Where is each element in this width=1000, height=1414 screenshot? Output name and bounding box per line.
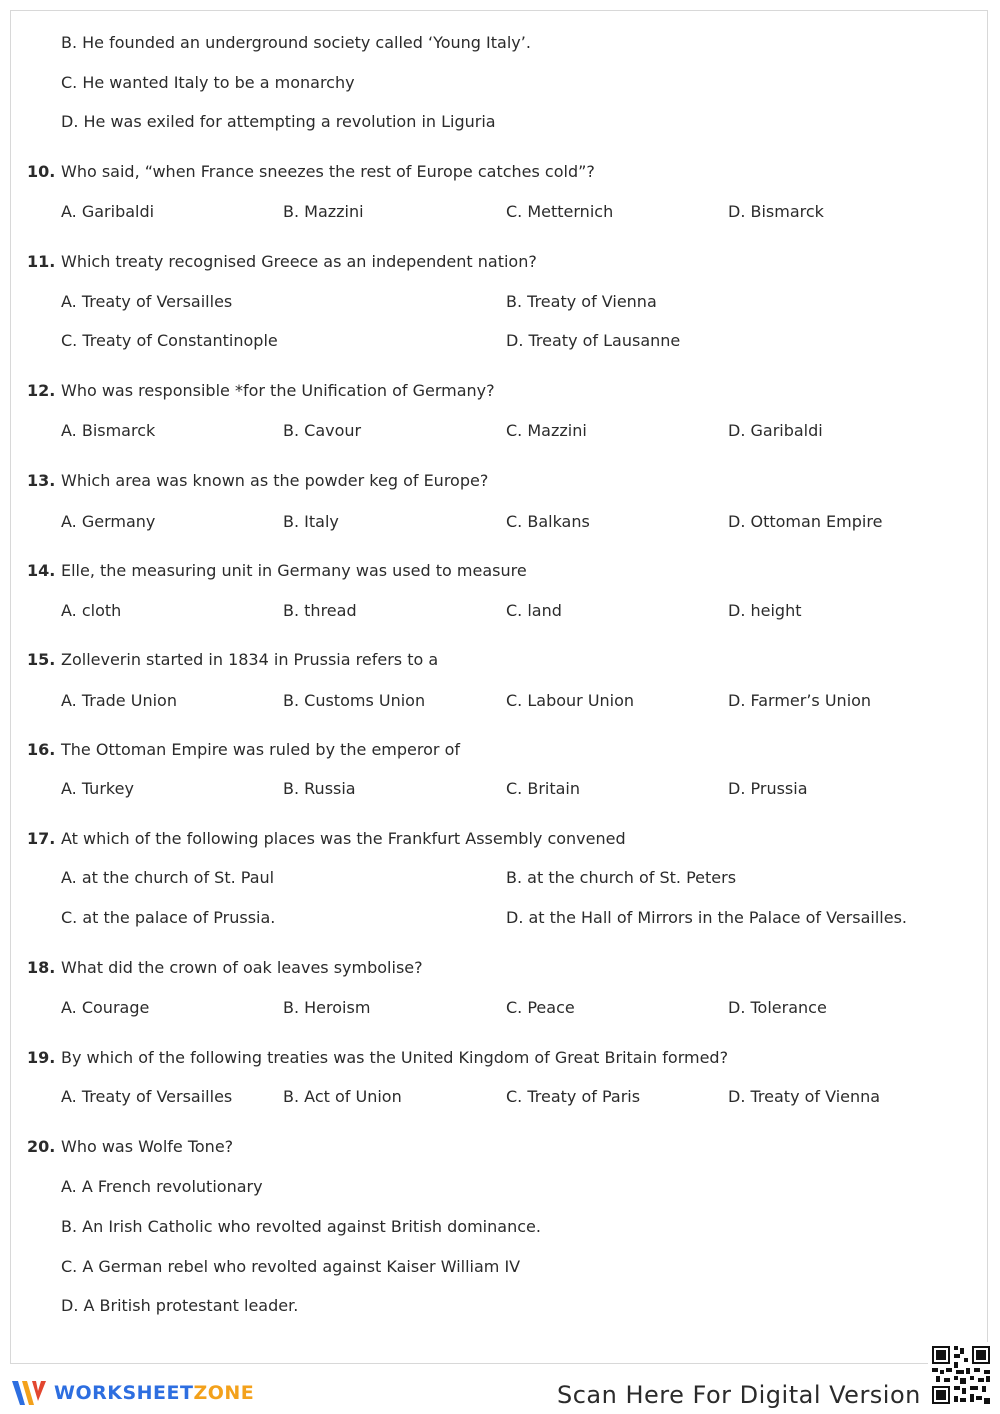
option-a: A. Bismarck [61,421,156,440]
option-d: D. Farmer’s Union [728,691,872,710]
logo-wordmark [54,1382,254,1404]
option-b: B. Italy [283,512,339,531]
question-number: 14. [27,561,56,580]
question-text: Who was responsible *for the Unification of Germany? [61,381,495,400]
qr-code-icon[interactable] [928,1342,994,1408]
worksheetzone-logo-icon [10,1377,48,1409]
option-d: D. Garibaldi [728,421,823,440]
option-c: C. land [506,601,562,620]
question-text: Zolleverin started in 1834 in Prussia refers to a [61,650,439,669]
option-a: A. Turkey [61,779,134,798]
option-a: A. Garibaldi [61,202,155,221]
question-text: At which of the following places was the Frankfurt Assembly convened [61,829,626,848]
question-number: 12. [27,381,56,400]
option-d: D. at the Hall of Mirrors in the Palace of Versailles. [506,908,907,927]
option-c: C. at the palace of Prussia. [61,908,276,927]
option-c: C. Treaty of Paris [506,1087,641,1106]
option-c: C. Mazzini [506,421,587,440]
option-c: C. Balkans [506,512,590,531]
option-d: D. Ottoman Empire [728,512,883,531]
question-text: By which of the following treaties was the United Kingdom of Great Britain formed? [61,1048,729,1067]
logo-word-worksheet: WORKSHEET [54,1382,194,1404]
option-b: B. Customs Union [283,691,426,710]
question-number: 16. [27,740,56,759]
option-a: A. Treaty of Versailles [61,1087,233,1106]
question-text: What did the crown of oak leaves symbolise? [61,958,423,977]
option-b: B. at the church of St. Peters [506,868,737,887]
option-b: B. Mazzini [283,202,364,221]
option-c: C. Metternich [506,202,614,221]
option-c: C. Britain [506,779,581,798]
option-a: A. Trade Union [61,691,177,710]
question-text: Who said, “when France sneezes the rest of Europe catches cold”? [61,162,595,181]
option-a: A. Courage [61,998,150,1017]
worksheetzone-logo [10,1377,254,1409]
question-number: 11. [27,252,56,271]
option-b: B. thread [283,601,357,620]
option-d: D. Tolerance [728,998,827,1017]
option-d: D. Bismarck [728,202,824,221]
question-text: Elle, the measuring unit in Germany was used to measure [61,561,527,580]
option-d: D. Treaty of Vienna [728,1087,881,1106]
question-text: Which treaty recognised Greece as an independent nation? [61,252,537,271]
question-number: 17. [27,829,56,848]
question-text: Who was Wolfe Tone? [61,1137,234,1156]
option-b: B. An Irish Catholic who revolted against British dominance. [61,1217,541,1236]
option-c: C. Labour Union [506,691,635,710]
option-d: D. He was exiled for attempting a revolution in Liguria [61,112,496,131]
question-number: 10. [27,162,56,181]
option-c: C. Treaty of Constantinople [61,331,278,350]
option-a: A. Treaty of Versailles [61,292,233,311]
question-text: The Ottoman Empire was ruled by the emperor of [61,740,460,759]
question-number: 20. [27,1137,56,1156]
option-b: B. Act of Union [283,1087,402,1106]
option-a: A. cloth [61,601,122,620]
option-a: A. Germany [61,512,156,531]
question-text: Which area was known as the powder keg of Europe? [61,471,489,490]
option-a: A. A French revolutionary [61,1177,263,1196]
question-number: 19. [27,1048,56,1067]
option-b: B. He founded an underground society called ‘Young Italy’. [61,33,531,52]
scan-instruction: Scan Here For Digital Version [557,1381,921,1409]
option-c: C. Peace [506,998,575,1017]
worksheet-page [10,10,988,1364]
option-b: B. Cavour [283,421,362,440]
question-number: 13. [27,471,56,490]
option-b: B. Treaty of Vienna [506,292,657,311]
option-b: B. Russia [283,779,356,798]
option-d: D. height [728,601,802,620]
question-number: 18. [27,958,56,977]
option-b: B. Heroism [283,998,371,1017]
question-number: 15. [27,650,56,669]
option-c: C. He wanted Italy to be a monarchy [61,73,355,92]
option-d: D. Treaty of Lausanne [506,331,681,350]
logo-word-zone: ZONE [193,1382,255,1404]
option-d: D. A British protestant leader. [61,1296,299,1315]
option-c: C. A German rebel who revolted against Kaiser William IV [61,1257,521,1276]
option-d: D. Prussia [728,779,808,798]
option-a: A. at the church of St. Paul [61,868,275,887]
